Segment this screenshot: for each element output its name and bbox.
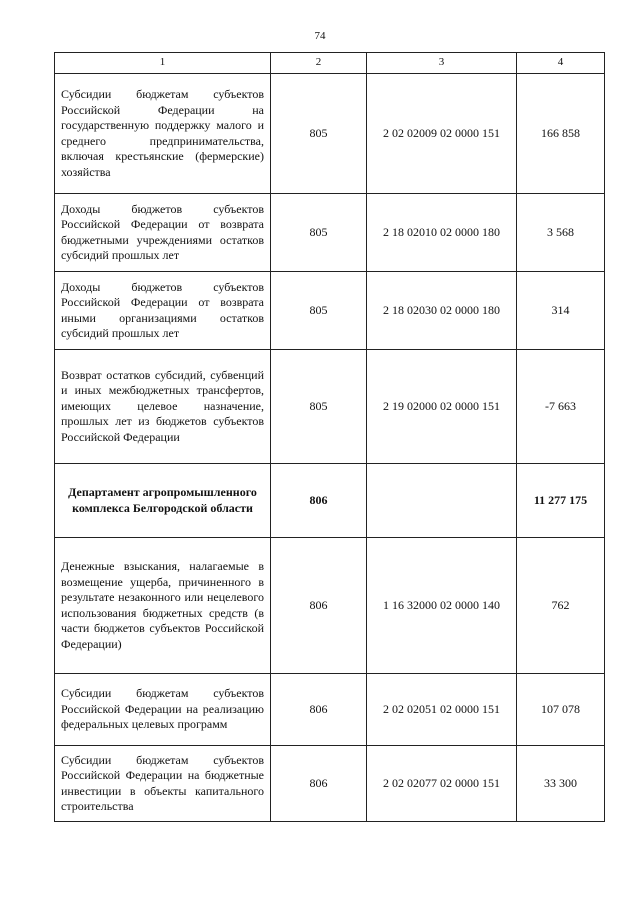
admin-code: 805 [271,272,367,350]
admin-code: 805 [271,350,367,464]
row-description: Доходы бюджетов субъектов Российской Федерации от возврата иными организациями остатков субсидий прошлых лет [55,272,271,350]
amount: 107 078 [517,674,605,746]
column-header: 4 [517,53,605,74]
budget-code: 2 18 02030 02 0000 180 [367,272,517,350]
budget-code: 2 02 02009 02 0000 151 [367,74,517,194]
amount: 33 300 [517,746,605,822]
department-row [55,464,605,538]
row-description: Денежные взыскания, налагаемые в возмещение ущерба, причиненного в результате незаконного или нецелевого использования бюджетных средств (в части бюджетов субъектов Российской Федерации) [55,538,271,674]
page-number: 74 [314,30,326,42]
header-row [55,53,605,74]
table-row [55,538,605,674]
budget-code: 2 02 02051 02 0000 151 [367,674,517,746]
budget-code: 2 02 02077 02 0000 151 [367,746,517,822]
revenue-table [54,52,605,822]
table-row [55,194,605,272]
department-name: Департамент агропромышленного комплекса Белгородской области [55,464,271,538]
admin-code: 806 [271,746,367,822]
row-description: Субсидии бюджетам субъектов Российской Федерации на государственную поддержку малого и среднего предпринимательства, включая крестьянские (фермерские) хозяйства [55,74,271,194]
budget-code: 2 19 02000 02 0000 151 [367,350,517,464]
column-header: 3 [367,53,517,74]
budget-code: 2 18 02010 02 0000 180 [367,194,517,272]
budget-code: 1 16 32000 02 0000 140 [367,538,517,674]
row-description: Субсидии бюджетам субъектов Российской Федерации на реализацию федеральных целевых программ [55,674,271,746]
budget-code [367,464,517,538]
column-header: 2 [271,53,367,74]
table-row [55,272,605,350]
amount: 762 [517,538,605,674]
amount: 3 568 [517,194,605,272]
admin-code: 806 [271,538,367,674]
column-header: 1 [55,53,271,74]
admin-code: 806 [271,464,367,538]
amount: -7 663 [517,350,605,464]
admin-code: 805 [271,74,367,194]
table-row [55,746,605,822]
table-row [55,350,605,464]
amount: 166 858 [517,74,605,194]
table-row [55,674,605,746]
table-row [55,74,605,194]
row-description: Возврат остатков субсидий, субвенций и иных межбюджетных трансфертов, имеющих целевое назначение, прошлых лет из бюджетов субъектов Российской Федерации [55,350,271,464]
admin-code: 806 [271,674,367,746]
row-description: Субсидии бюджетам субъектов Российской Федерации на бюджетные инвестиции в объекты капитального строительства [55,746,271,822]
amount: 314 [517,272,605,350]
row-description: Доходы бюджетов субъектов Российской Федерации от возврата бюджетными учреждениями остатков субсидий прошлых лет [55,194,271,272]
admin-code: 805 [271,194,367,272]
amount: 11 277 175 [517,464,605,538]
